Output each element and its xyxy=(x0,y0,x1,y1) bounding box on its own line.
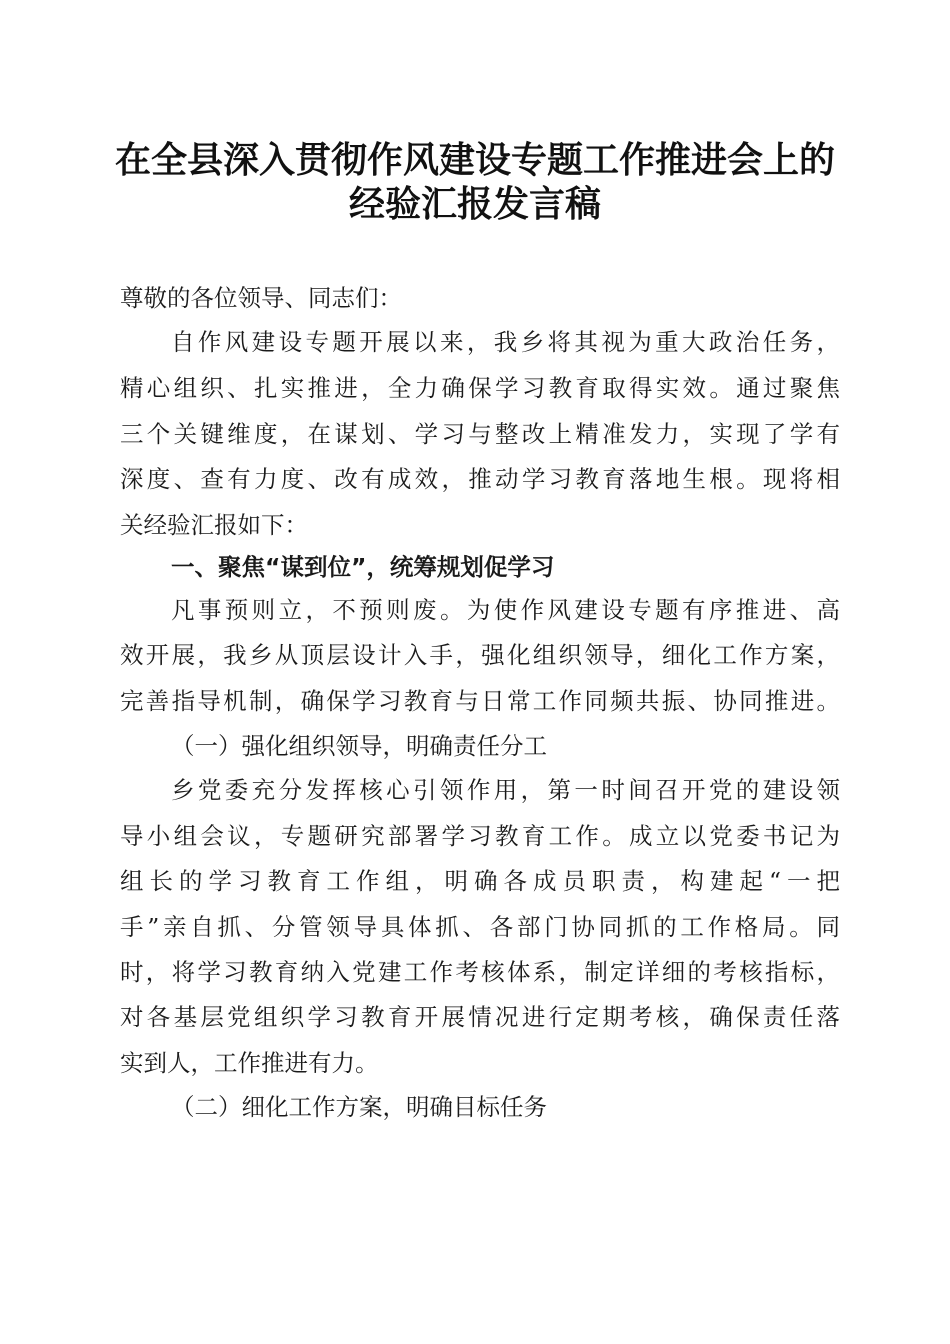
intro-line: 三个关键维度，在谋划、学习与整改上精准发力，实现了学有 xyxy=(120,420,840,448)
subsection-2-heading: （二）细化工作方案，明确目标任务 xyxy=(171,1093,547,1121)
section-1-line: 效开展，我乡从顶层设计入手，强化组织领导，细化工作方案， xyxy=(120,641,840,669)
intro-line: 自作风建设专题开展以来，我乡将其视为重大政治任务， xyxy=(171,328,840,356)
subsection-1-line: 对各基层党组织学习教育开展情况进行定期考核，确保责任落 xyxy=(120,1003,840,1031)
intro-line: 精心组织、扎实推进，全力确保学习教育取得实效。通过聚焦 xyxy=(120,374,840,402)
section-1-line: 凡事预则立，不预则废。为使作风建设专题有序推进、高 xyxy=(171,596,840,624)
intro-line: 深度、查有力度、改有成效，推动学习教育落地生根。现将相 xyxy=(120,465,840,493)
section-1-line: 完善指导机制，确保学习教育与日常工作同频共振、协同推进。 xyxy=(120,687,840,715)
subsection-1-line: 时，将学习教育纳入党建工作考核体系，制定详细的考核指标， xyxy=(120,958,840,986)
document-title-line-1: 在全县深入贯彻作风建设专题工作推进会上的 xyxy=(114,139,835,181)
intro-line: 关经验汇报如下： xyxy=(120,511,308,539)
subsection-1-heading: （一）强化组织领导，明确责任分工 xyxy=(171,732,547,760)
subsection-1-line: 实到人，工作推进有力。 xyxy=(120,1049,379,1077)
subsection-1-line: 导小组会议，专题研究部署学习教育工作。成立以党委书记为 xyxy=(120,822,840,850)
subsection-1-line: 乡党委充分发挥核心引领作用，第一时间召开党的建设领 xyxy=(171,776,840,804)
section-1-heading: 一、聚焦“谋到位”，统筹规划促学习 xyxy=(171,553,555,581)
subsection-1-line: 组长的学习教育工作组，明确各成员职责，构建起“一把 xyxy=(120,867,840,895)
subsection-1-line: 手”亲自抓、分管领导具体抓、各部门协同抓的工作格局。同 xyxy=(120,913,840,941)
salutation: 尊敬的各位领导、同志们： xyxy=(120,284,402,312)
document-title-line-2: 经验汇报发言稿 xyxy=(348,183,601,225)
